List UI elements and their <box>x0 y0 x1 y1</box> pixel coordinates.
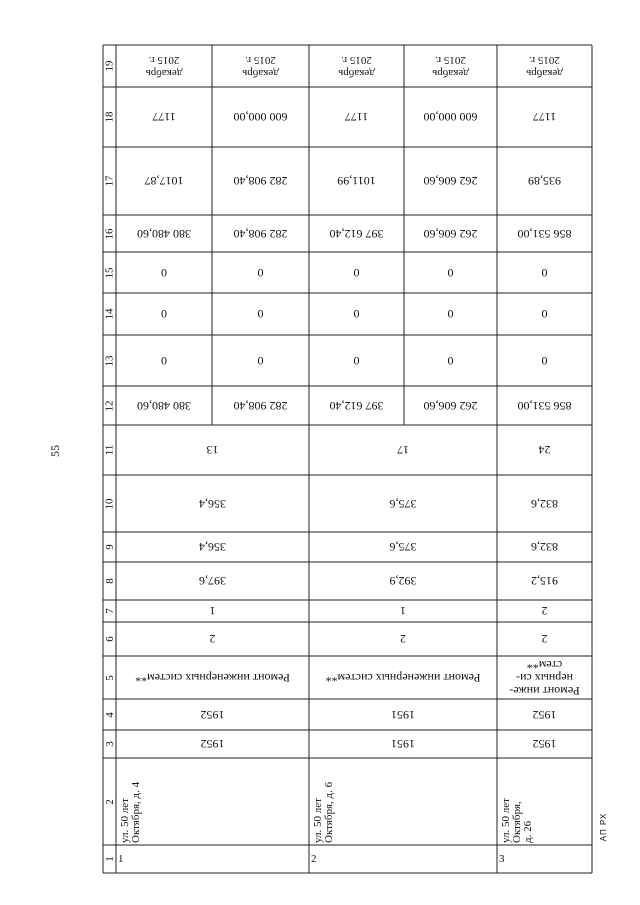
column-number-7: 7 <box>103 608 116 614</box>
column-number-11: 11 <box>103 444 116 456</box>
col-9-value: 832,6 <box>531 540 558 555</box>
col-13-value: 0 <box>353 354 360 368</box>
col-7-value: 2 <box>541 604 548 619</box>
col-9-value: 375,6 <box>389 540 417 555</box>
col-10-value: 356,4 <box>199 497 226 511</box>
row-number: 1 <box>118 852 124 865</box>
col-14-value: 0 <box>257 307 264 322</box>
column-number-12: 12 <box>103 400 116 411</box>
column-number-9: 9 <box>103 544 116 550</box>
col-13-value: 0 <box>161 354 167 368</box>
row-number: 2 <box>311 852 317 865</box>
row-number: 3 <box>499 852 505 865</box>
col-6-value: 2 <box>541 632 548 647</box>
column-number-3: 3 <box>103 741 116 747</box>
col-12-value: 282 908,40 <box>233 399 288 413</box>
col-19-value: декабрь 2015 г. <box>145 54 183 79</box>
col-17-value: 1011,99 <box>337 174 376 189</box>
column-number-13: 13 <box>103 355 116 366</box>
col-4-value: 1951 <box>391 708 415 722</box>
column-number-6: 6 <box>103 636 116 642</box>
col-5-value: Ремонт инженерных систем** <box>325 671 481 685</box>
column-number-17: 17 <box>103 175 116 187</box>
col-16-value: 397 612,40 <box>329 227 384 241</box>
col-13-value: 0 <box>447 354 454 368</box>
column-number-18: 18 <box>103 111 116 123</box>
address: ул. 50 лет Октября, д. 6 <box>312 781 335 843</box>
col-14-value: 0 <box>353 307 360 322</box>
col-14-value: 0 <box>541 307 548 322</box>
column-number-19: 19 <box>103 60 116 72</box>
col-11-value: 24 <box>538 443 551 458</box>
col-19-value: декабрь 2015 г. <box>526 54 563 79</box>
col-18-value: 1177 <box>532 110 557 125</box>
col-12-value: 262 606,60 <box>423 399 478 413</box>
col-17-value: 1017,87 <box>144 174 184 189</box>
column-number-4: 4 <box>103 711 116 718</box>
col-15-value: 0 <box>541 266 548 280</box>
column-number-14: 14 <box>103 308 116 320</box>
footer-mark: АП РХ <box>599 812 608 842</box>
col-17-value: 262 606,60 <box>423 174 478 189</box>
col-13-value: 0 <box>257 354 264 368</box>
col-3-value: 1952 <box>200 737 225 752</box>
col-15-value: 0 <box>161 266 167 280</box>
col-12-value: 856 531,00 <box>517 399 572 413</box>
col-19-value: декабрь 2015 г. <box>338 54 375 79</box>
column-number-5: 5 <box>103 674 116 681</box>
col-17-value: 935,89 <box>528 174 561 189</box>
col-11-value: 13 <box>206 443 219 458</box>
col-17-value: 282 908,40 <box>233 174 288 189</box>
address: ул. 50 лет Октября, д. 4 <box>119 781 142 843</box>
col-14-value: 0 <box>161 307 167 322</box>
col-6-value: 2 <box>209 632 216 647</box>
col-16-value: 262 606,60 <box>423 227 478 241</box>
col-10-value: 375,6 <box>389 497 417 511</box>
col-15-value: 0 <box>447 266 454 280</box>
col-3-value: 1951 <box>391 737 415 752</box>
col-18-value: 1177 <box>344 110 369 125</box>
column-number-10: 10 <box>103 498 116 509</box>
column-number-15: 15 <box>103 267 116 278</box>
col-19-value: декабрь 2015 г. <box>432 54 469 79</box>
col-15-value: 0 <box>257 266 264 280</box>
col-8-value: 392,9 <box>389 574 417 589</box>
col-12-value: 380 480,60 <box>137 399 191 413</box>
col-4-value: 1952 <box>532 708 557 722</box>
page-number: 55 <box>48 445 62 457</box>
col-16-value: 380 480,60 <box>137 227 191 241</box>
col-18-value: 600 000,00 <box>423 110 478 125</box>
col-5-value: Ремонт инже- нерных си- стем** <box>509 658 580 698</box>
column-number-1: 1 <box>103 856 116 862</box>
address: ул. 50 лет Октября, д. 26 <box>500 798 534 843</box>
col-11-value: 17 <box>397 443 409 458</box>
col-18-value: 1177 <box>152 110 176 125</box>
col-16-value: 282 908,40 <box>233 227 288 241</box>
col-3-value: 1952 <box>532 737 557 752</box>
col-10-value: 832,6 <box>531 497 558 511</box>
col-7-value: 1 <box>209 604 216 619</box>
col-12-value: 397 612,40 <box>329 399 384 413</box>
column-number-8: 8 <box>103 578 116 584</box>
col-9-value: 356,4 <box>199 540 226 555</box>
col-14-value: 0 <box>447 307 454 322</box>
col-13-value: 0 <box>541 354 548 368</box>
col-5-value: Ремонт инженерных систем** <box>135 671 290 685</box>
col-19-value: декабрь 2015 г. <box>242 54 279 79</box>
col-8-value: 915,2 <box>531 574 558 589</box>
col-16-value: 856 531,00 <box>517 227 572 241</box>
col-7-value: 1 <box>400 604 406 619</box>
column-number-2: 2 <box>103 798 116 805</box>
col-15-value: 0 <box>353 266 360 280</box>
col-6-value: 2 <box>400 632 406 647</box>
col-8-value: 397,6 <box>199 574 226 589</box>
col-18-value: 600 000,00 <box>233 110 288 125</box>
column-number-16: 16 <box>103 228 116 239</box>
col-4-value: 1952 <box>200 708 225 722</box>
